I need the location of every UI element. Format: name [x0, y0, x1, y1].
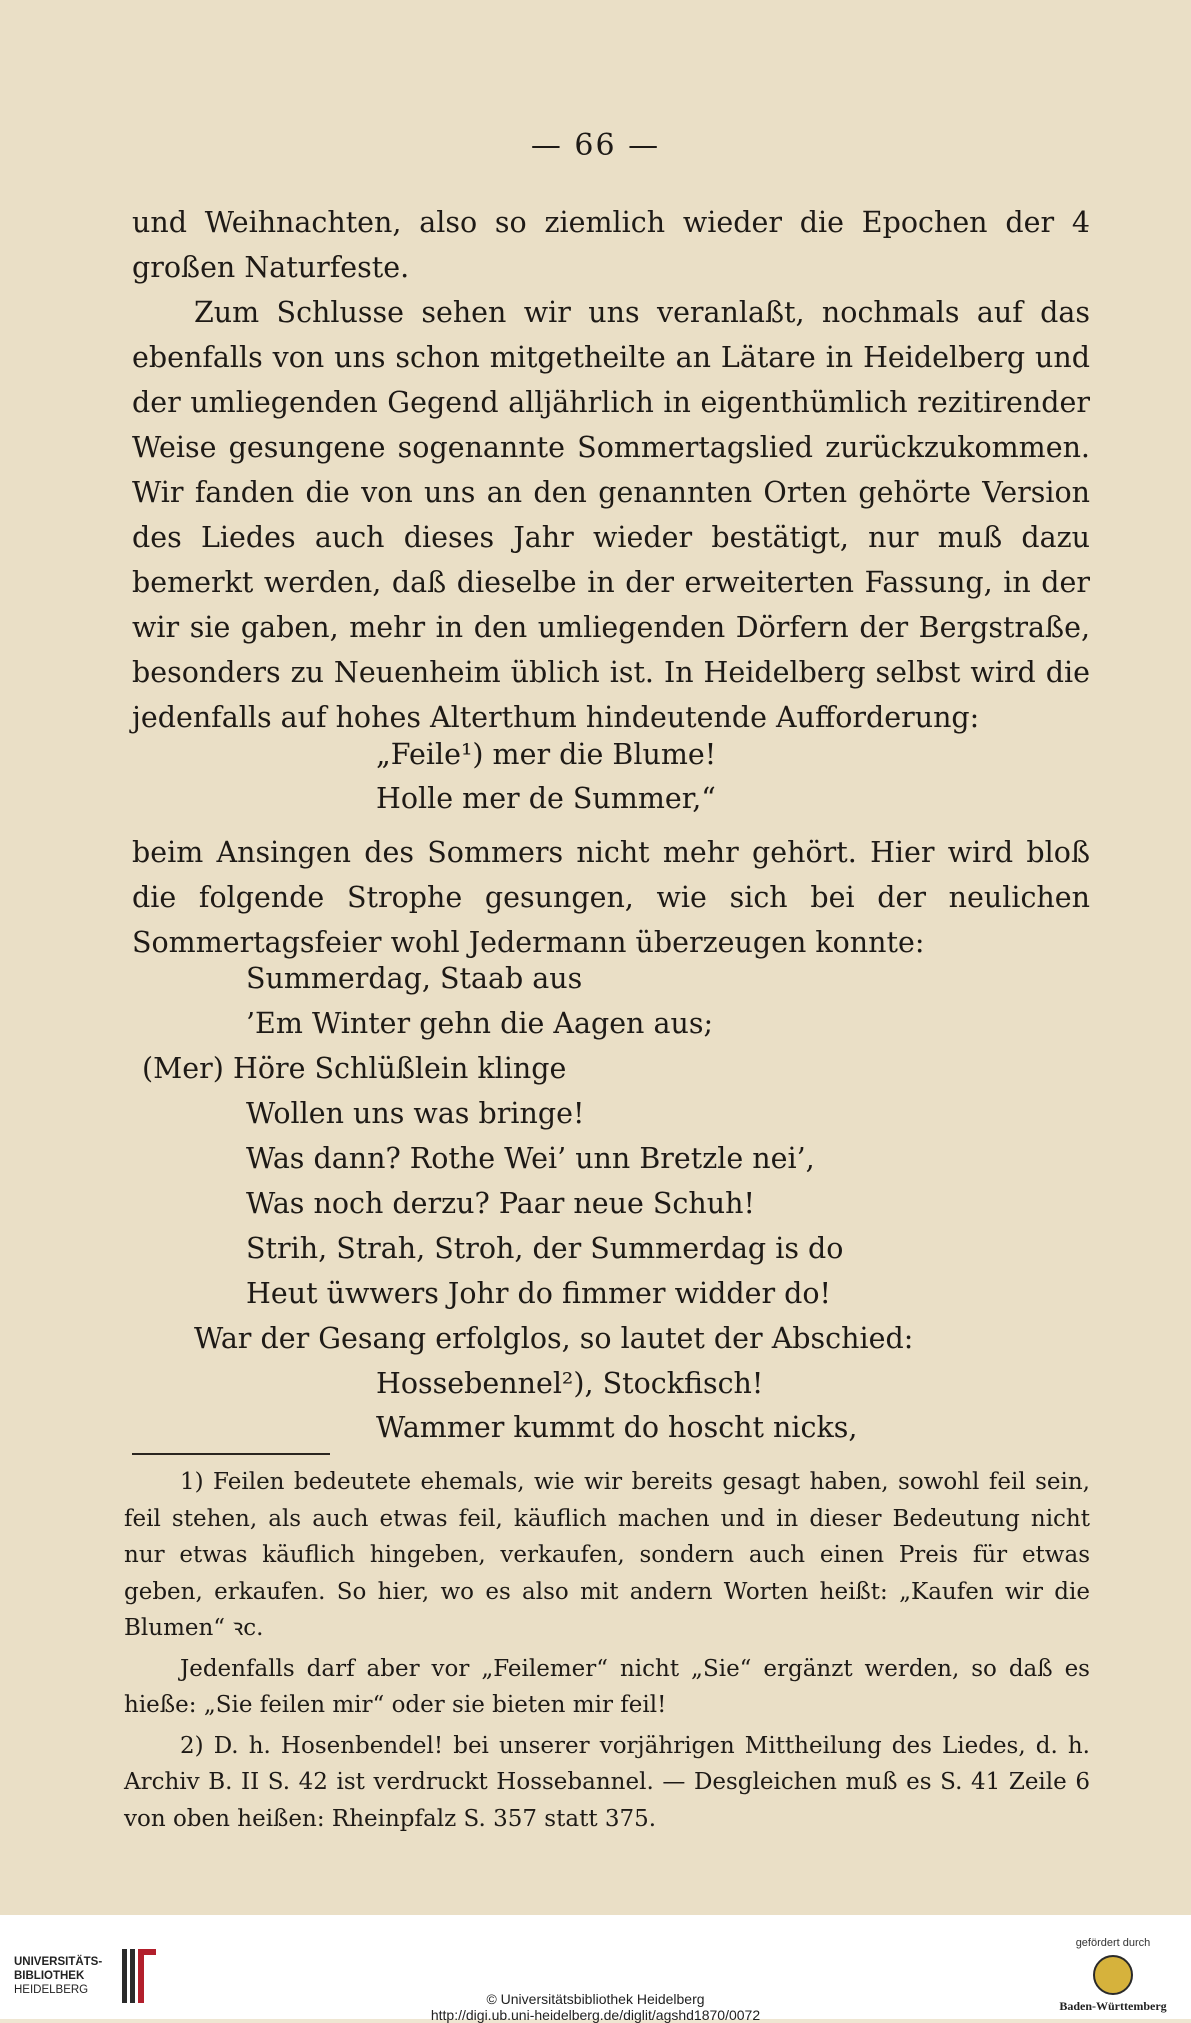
permalink-url[interactable]: http://digi.ub.uni-heidelberg.de/diglit/agshd1870/0072: [430, 2007, 761, 2023]
library-name-line-1: UNIVERSITÄTS-: [14, 1956, 103, 1968]
body-text-top: [132, 200, 1090, 740]
quote-line-2: Holle mer de Summer,“: [376, 782, 716, 815]
farewell-line-1: Hossebennel²), Stockfisch!: [376, 1367, 764, 1400]
library-name-line-3: HEIDELBERG: [14, 1984, 89, 1996]
credit-block: [0, 1991, 1191, 2023]
footnote-rule: [132, 1453, 330, 1455]
song-line-1: Summerdag, Staab aus: [246, 962, 583, 995]
library-name-line-2: BIBLIOTHEK: [14, 1970, 85, 1982]
footer-bar: [0, 1915, 1191, 2023]
paragraph-4: War der Gesang erfolglos, so lautet der Abschied:: [194, 1322, 914, 1355]
footnotes: [124, 1464, 1090, 1837]
song-line-6: Was noch derzu? Paar neue Schuh!: [246, 1187, 755, 1220]
sponsor-label: gefördert durch: [1075, 1937, 1151, 1949]
quote-line-1: „Feile¹) mer die Blume!: [376, 738, 717, 771]
footnote-2: 2) D. h. Hosenbendel! bei unserer vorjährigen Mittheilung des Liedes, d. h. Archiv B. II S. 42 ist verdruckt Hossebannel. — Desgleichen muß es S. 41 Zeile 6 von oben heißen: Rheinpfalz S. 357 statt 375.: [124, 1732, 1090, 1832]
song-line-5: Was dann? Rothe Wei’ unn Bretzle nei’,: [246, 1142, 815, 1175]
paragraph-1: und Weihnachten, also so ziemlich wieder die Epochen der 4 großen Naturfeste.: [132, 206, 1090, 284]
state-seal-icon: [1093, 1955, 1133, 1995]
page-number: — 66 —: [530, 128, 661, 163]
song-line-4: Wollen uns was bringe!: [246, 1097, 585, 1130]
song-line-7: Strih, Strah, Stroh, der Summerdag is do: [246, 1232, 844, 1265]
song-line-2: ’Em Winter gehn die Aagen aus;: [246, 1007, 714, 1040]
song-line-3: (Mer) Höre Schlüßlein klinge: [142, 1052, 567, 1085]
footnote-1-continued: Jedenfalls darf aber vor „Feilemer“ nicht „Sie“ ergänzt werden, so daß es hieße: „Sie feilen mir“ oder sie bieten mir feil!: [124, 1655, 1090, 1718]
farewell-line-2: Wammer kummt do hoscht nicks,: [376, 1411, 858, 1444]
paragraph-2: Zum Schlusse sehen wir uns veranlaßt, nochmals auf das ebenfalls von uns schon mitgetheilte an Lätare in Heidelberg und der umliegenden Gegend alljährlich in eigenthümlich rezitirender Weise gesungene sogenannte Sommertagslied zurückzukommen. Wir fanden die von uns an den genannten Orten gehörte Version des Liedes auch dieses Jahr wieder bestätigt, nur muß dazu bemerkt werden, daß dieselbe in der erweiterten Fassung, in der wir sie gaben, mehr in den umliegenden Dörfern der Bergstraße, besonders zu Neuenheim üblich ist. In Heidelberg selbst wird die jedenfalls auf hohes Alterthum hindeutende Aufforderung:: [132, 296, 1090, 734]
paragraph-3: beim Ansingen des Sommers nicht mehr gehört. Hier wird bloß die folgende Strophe gesungen, wie sich bei der neulichen Sommertagsfeier wohl Jedermann überzeugen konnte:: [132, 836, 1090, 959]
body-text-middle: [132, 830, 1090, 965]
sponsor-name: Baden-Württemberg: [1059, 1999, 1167, 2013]
song-line-8: Heut üwwers Johr do fimmer widder do!: [246, 1277, 832, 1310]
copyright-text: © Universitätsbibliothek Heidelberg: [486, 1991, 705, 2007]
sponsor-logo[interactable]: [1057, 1937, 1169, 2014]
footnote-1: 1) Feilen bedeutete ehemals, wie wir bereits gesagt haben, sowohl feil sein, feil stehen, als auch etwas feil, käuflich machen und in dieser Bedeutung nicht nur etwas käuflich hingeben, verkaufen, sondern auch einen Preis für etwas geben, erkaufen. So hier, wo es also mit andern Worten heißt: „Kaufen wir die Blumen“ ꝛc.: [124, 1469, 1090, 1641]
